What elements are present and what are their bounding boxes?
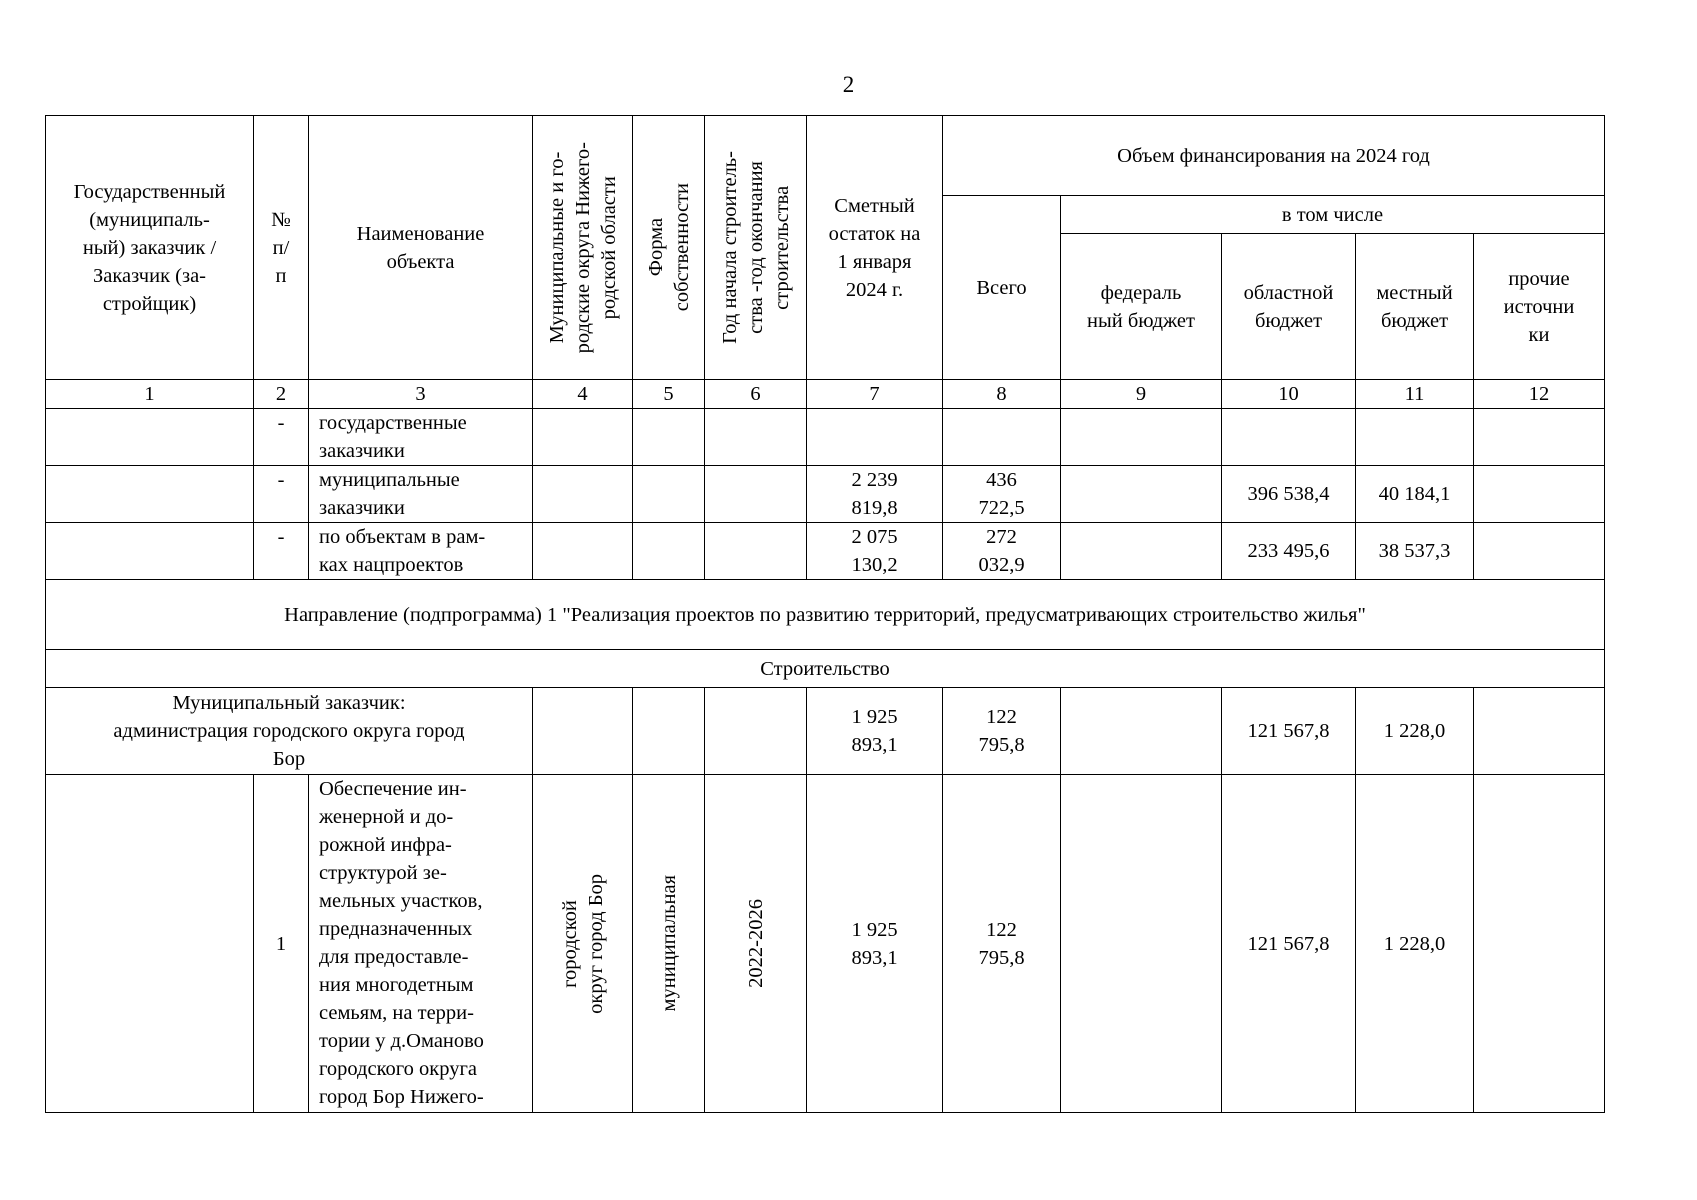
header-including: в том числе (1061, 196, 1605, 234)
object-district: городской округ город Бор (533, 775, 633, 1113)
customer-regional: 121 567,8 (1222, 688, 1356, 775)
row-name: муниципальные заказчики (309, 466, 533, 523)
header-number: № п/ п (254, 116, 309, 380)
customer-label: Муниципальный заказчик: администрация городского округа город Бор (46, 688, 533, 775)
column-number: 1 (46, 380, 254, 409)
column-number: 3 (309, 380, 533, 409)
header-total: Всего (943, 196, 1061, 380)
column-number: 10 (1222, 380, 1356, 409)
row-dash: - (254, 409, 309, 466)
row-local (1356, 409, 1474, 466)
customer-row (46, 688, 1605, 775)
row-total (943, 409, 1061, 466)
header-local: местный бюджет (1356, 234, 1474, 380)
customer-total: 122 795,8 (943, 688, 1061, 775)
row-dash: - (254, 466, 309, 523)
direction-title: Направление (подпрограмма) 1 "Реализация проектов по развитию территорий, предусматривающих строительство жилья" (46, 580, 1605, 650)
customer-estimate: 1 925 893,1 (807, 688, 943, 775)
summary-row-state (46, 409, 1605, 466)
object-years: 2022-2026 (705, 775, 807, 1113)
column-number: 8 (943, 380, 1061, 409)
summary-row-national-projects (46, 523, 1605, 580)
object-local: 1 228,0 (1356, 775, 1474, 1113)
column-number: 5 (633, 380, 705, 409)
header-customer: Государственный (муниципаль- ный) заказчик / Заказчик (за- стройщик) (46, 116, 254, 380)
header-years: Год начала строитель- ства -год окончания строительства (705, 116, 807, 380)
column-number: 11 (1356, 380, 1474, 409)
header-object-name: Наименование объекта (309, 116, 533, 380)
header-other: прочие источни ки (1474, 234, 1605, 380)
column-number: 12 (1474, 380, 1605, 409)
row-dash: - (254, 523, 309, 580)
section-title: Строительство (46, 650, 1605, 688)
row-total: 436 722,5 (943, 466, 1061, 523)
customer-local: 1 228,0 (1356, 688, 1474, 775)
row-name: государственные заказчики (309, 409, 533, 466)
object-ownership: муниципальная (633, 775, 705, 1113)
row-regional: 233 495,6 (1222, 523, 1356, 580)
column-number: 9 (1061, 380, 1222, 409)
row-regional: 396 538,4 (1222, 466, 1356, 523)
column-number: 2 (254, 380, 309, 409)
object-row (46, 775, 1605, 1113)
header-regional: областной бюджет (1222, 234, 1356, 380)
column-number: 6 (705, 380, 807, 409)
object-regional: 121 567,8 (1222, 775, 1356, 1113)
object-total: 122 795,8 (943, 775, 1061, 1113)
row-name: по объектам в рам- ках нацпроектов (309, 523, 533, 580)
row-local: 40 184,1 (1356, 466, 1474, 523)
summary-row-municipal (46, 466, 1605, 523)
column-numbers-row (46, 380, 1605, 409)
page-number: 2 (842, 72, 855, 97)
header-ownership-form: Форма собственности (633, 116, 705, 380)
row-estimate: 2 239 819,8 (807, 466, 943, 523)
row-estimate: 2 075 130,2 (807, 523, 943, 580)
row-total: 272 032,9 (943, 523, 1061, 580)
column-number: 7 (807, 380, 943, 409)
object-number: 1 (254, 775, 309, 1113)
row-regional (1222, 409, 1356, 466)
header-federal: федераль ный бюджет (1061, 234, 1222, 380)
object-estimate: 1 925 893,1 (807, 775, 943, 1113)
row-local: 38 537,3 (1356, 523, 1474, 580)
column-number: 4 (533, 380, 633, 409)
row-estimate (807, 409, 943, 466)
financing-table (45, 115, 1605, 1113)
object-name: Обеспечение ин- женерной и до- рожной инфра- структурой зе- мельных участков, предназначенных для предоставле- ния многодетным семьям, на терри- тории у д.Оманово городского округа город Бор Нижего- (309, 775, 533, 1113)
header-municipal-districts: Муниципальные и го- родские округа Нижего- родской области (533, 116, 633, 380)
header-funding-volume: Объем финансирования на 2024 год (943, 116, 1605, 196)
header-estimate: Сметный остаток на 1 января 2024 г. (807, 116, 943, 380)
